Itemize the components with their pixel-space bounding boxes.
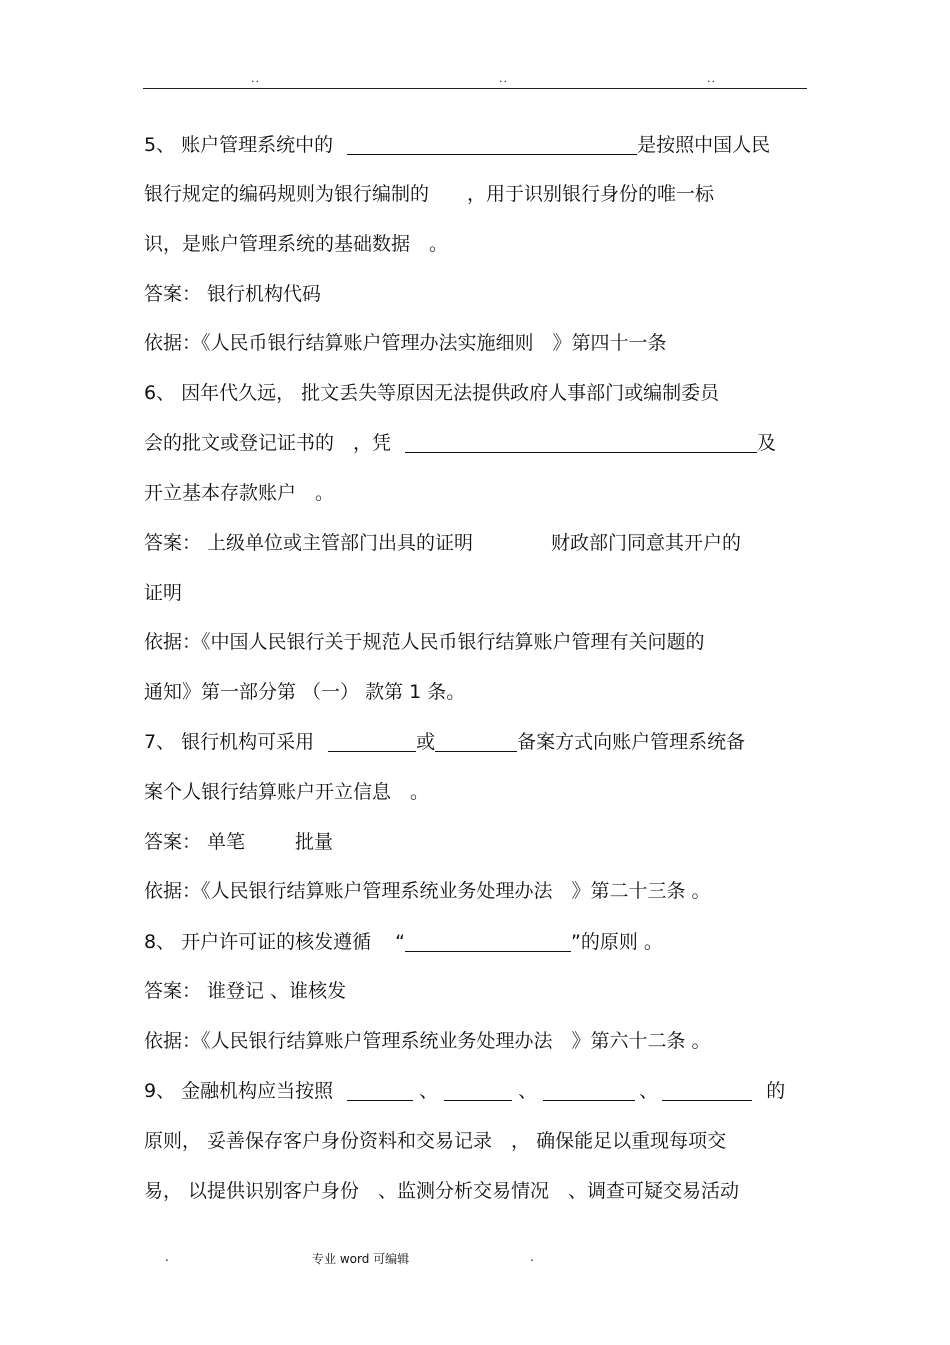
q9-line-2: 原则， 妥善保存客户身份资料和交易记录 ， 确保能足以重现每项交 — [144, 1130, 727, 1152]
q8-line-1: 8、 开户许可证的核发遵循 “ ”的原则 。 — [144, 931, 663, 953]
footer-dot: . — [530, 1250, 534, 1264]
q7-line-2: 案个人银行结算账户开立信息 。 — [144, 781, 430, 803]
page-header — [143, 70, 807, 89]
q6-line-3: 开立基本存款账户 。 — [144, 482, 335, 504]
header-dot: .. — [251, 72, 260, 85]
footer-dot: . — [165, 1250, 169, 1264]
q6-answer-cont: 证明 — [144, 582, 183, 604]
answer-blank — [347, 134, 637, 155]
q5-line-3: 识，是账户管理系统的基础数据 。 — [144, 233, 449, 255]
q7-answer: 答案： 单笔 批量 — [144, 831, 334, 853]
q7-basis: 依据：《人民银行结算账户管理系统业务处理办法 》第二十三条 。 — [144, 880, 711, 902]
answer-blank — [435, 731, 517, 752]
q6-line-2: 会的批文或登记证书的 ，凭 及 — [144, 432, 777, 454]
header-dot: .. — [707, 72, 716, 85]
q5-line-1: 5、 账户管理系统中的 是按照中国人民 — [144, 134, 771, 156]
q6-answer: 答案： 上级单位或主管部门出具的证明 财政部门同意其开户的 — [144, 532, 742, 554]
q8-basis: 依据：《人民银行结算账户管理系统业务处理办法 》第六十二条 。 — [144, 1030, 711, 1052]
answer-blank — [347, 1080, 413, 1101]
answer-blank — [444, 1080, 512, 1101]
q9-line-1: 9、 金融机构应当按照 、 、 、 的 — [144, 1080, 786, 1102]
q5-basis: 依据：《人民币银行结算账户管理办法实施细则 》第四十一条 — [144, 332, 667, 354]
q6-line-1: 6、 因年代久远， 批文丢失等原因无法提供政府人事部门或编制委员 — [144, 382, 720, 404]
q6-basis-1: 依据：《中国人民银行关于规范人民币银行结算账户管理有关问题的 — [144, 631, 705, 653]
answer-blank — [662, 1080, 752, 1101]
answer-blank — [405, 931, 571, 952]
q8-answer: 答案： 谁登记 、谁核发 — [144, 980, 347, 1002]
footer-label: 专业 word 可编辑 — [312, 1252, 410, 1266]
q5-line-2: 银行规定的编码规则为银行编制的 ，用于识别银行身份的唯一标 — [144, 183, 715, 205]
header-dot: .. — [499, 72, 508, 85]
q7-line-1: 7、 银行机构可采用 或 备案方式向账户管理系统备 — [144, 731, 746, 753]
answer-blank — [543, 1080, 635, 1101]
q9-line-3: 易， 以提供识别客户身份 、监测分析交易情况 、调查可疑交易活动 — [144, 1180, 740, 1202]
answer-blank — [405, 432, 757, 453]
q6-basis-2: 通知》第一部分第 （一） 款第 1 条。 — [144, 681, 466, 703]
q5-answer: 答案： 银行机构代码 — [144, 283, 322, 305]
answer-blank — [328, 731, 416, 752]
